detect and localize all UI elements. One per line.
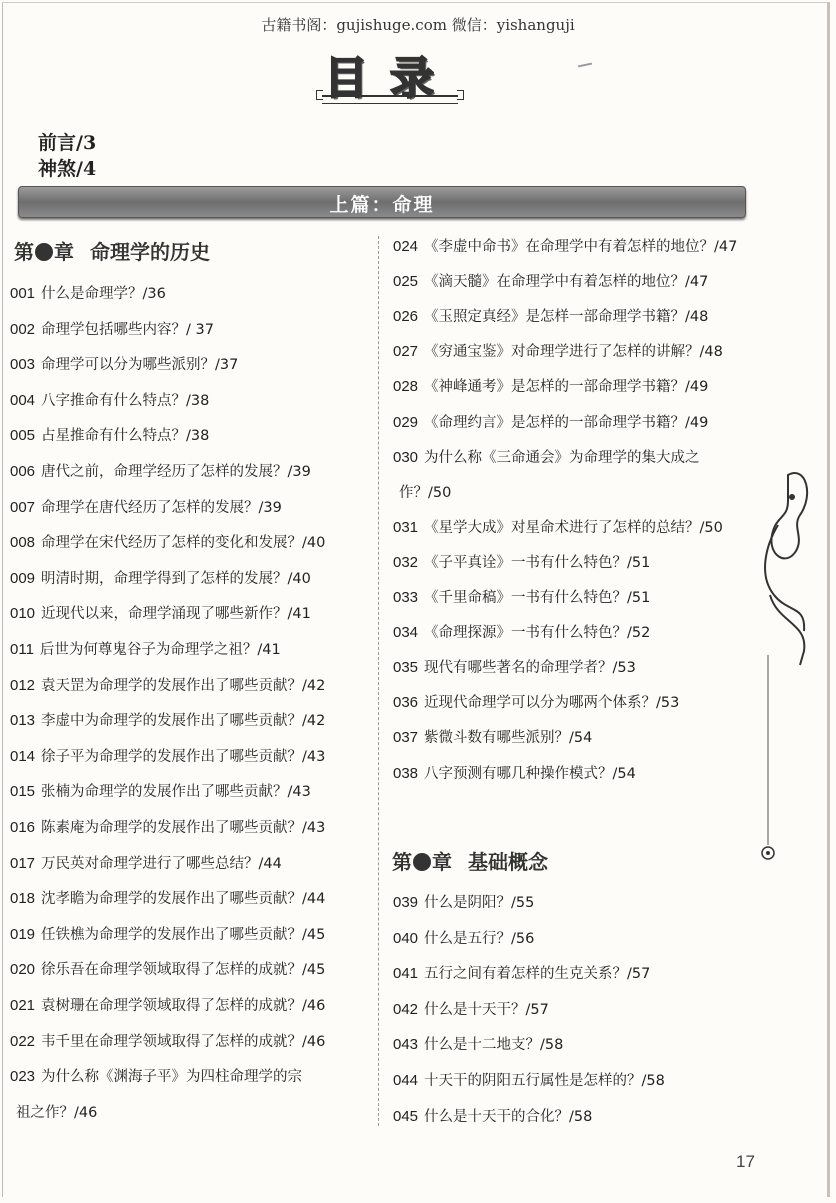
- chapter-2-heading[interactable]: [392, 846, 548, 875]
- toc-entry[interactable]: [393, 623, 650, 643]
- entry-text: 现代有哪些著名的命理学者？/53: [424, 660, 636, 677]
- entry-text: 《穷通宝鉴》对命理学进行了怎样的讲解？/48: [424, 344, 723, 361]
- entry-text: 什么是命理学？/36: [41, 286, 166, 302]
- entry-number: 002: [10, 320, 36, 338]
- entry-number: 026: [393, 308, 419, 326]
- entry-number: 042: [393, 1000, 419, 1018]
- entry-text: 《命理约言》是怎样的一部命理学书籍？/49: [424, 414, 709, 431]
- entry-text: 祖之作？/46: [16, 1104, 98, 1121]
- entry-number: 014: [10, 747, 36, 765]
- chapter-title: 基础概念: [468, 850, 548, 874]
- entry-text: 什么是五行？/56: [424, 930, 535, 947]
- entry-number: 027: [393, 343, 419, 361]
- entry-number: 038: [393, 764, 419, 782]
- entry-text: 徐乐吾在命理学领域取得了怎样的成就？/45: [41, 962, 326, 979]
- entry-text: 《千里命稿》一书有什么特色？/51: [424, 590, 651, 606]
- toc-entry[interactable]: [393, 272, 708, 292]
- chapter-prefix: 第: [14, 240, 34, 264]
- toc-entry[interactable]: [10, 782, 311, 802]
- entry-number: 021: [10, 997, 36, 1014]
- entry-text: 命理学在唐代经历了怎样的发展？/39: [41, 499, 282, 516]
- entry-number: 040: [393, 929, 419, 947]
- chapter-title: 命理学的历史: [90, 240, 210, 264]
- entry-text: 为什么称《渊海子平》为四柱命理学的宗: [41, 1069, 303, 1086]
- page-number: 17: [736, 1152, 755, 1171]
- part-banner-label: 上篇：命理: [329, 194, 435, 216]
- toc-entry[interactable]: [393, 964, 650, 984]
- toc-entry[interactable]: [393, 413, 708, 433]
- entry-text: 什么是十二地支？/58: [424, 1037, 564, 1054]
- entry-text: 任铁樵为命理学的发展作出了哪些贡献？/45: [41, 926, 326, 943]
- entry-text: 什么是阴阳？/55: [424, 895, 535, 911]
- entry-text: 韦千里在命理学领域取得了怎样的成就？/46: [41, 1033, 326, 1050]
- toc-entry[interactable]: [393, 588, 650, 608]
- entry-number: 036: [393, 694, 419, 712]
- chapter-suffix: 章: [54, 240, 74, 264]
- toc-entry[interactable]: [10, 818, 325, 838]
- chapter-number-mark: [35, 243, 53, 261]
- ink-speck: [578, 63, 592, 68]
- entry-number: 005: [10, 427, 36, 445]
- entry-text: 十天干的阴阳五行属性是怎样的？/58: [424, 1073, 665, 1089]
- entry-text: 命理学在宋代经历了怎样的变化和发展？/40: [41, 535, 326, 552]
- toc-entry[interactable]: [393, 307, 708, 327]
- entry-text: 沈孝瞻为命理学的发展作出了哪些贡献？/44: [41, 891, 326, 908]
- entry-number: 011: [10, 641, 34, 658]
- entry-text: 《星学大成》对星命术进行了怎样的总结？/50: [424, 519, 723, 536]
- page-title: 目录: [324, 53, 456, 104]
- toc-entry[interactable]: [10, 747, 325, 767]
- entry-number: 043: [393, 1036, 419, 1054]
- front-matter-deities[interactable]: 神煞/4: [38, 158, 97, 180]
- entry-text: 命理学包括哪些内容？/ 37: [41, 321, 214, 338]
- entry-text: 袁树珊在命理学领域取得了怎样的成就？/46: [41, 998, 326, 1014]
- entry-number: 028: [393, 378, 419, 396]
- toc-entry[interactable]: [393, 342, 723, 362]
- entry-text: 明清时期，命理学得到了怎样的发展？/40: [41, 570, 311, 587]
- toc-entry[interactable]: [10, 925, 325, 945]
- toc-entry[interactable]: [10, 355, 238, 375]
- chapter-number-mark: [413, 853, 431, 871]
- toc-entry[interactable]: [393, 237, 737, 257]
- entry-number: 017: [10, 854, 36, 872]
- toc-entry[interactable]: [10, 569, 311, 589]
- entry-text: 后世为何尊鬼谷子为命理学之祖？/41: [39, 642, 281, 658]
- toc-entry[interactable]: [10, 498, 282, 518]
- toc-entry[interactable]: [393, 483, 451, 503]
- entry-number: 034: [393, 624, 419, 642]
- toc-entry[interactable]: [10, 854, 282, 874]
- entry-text: 五行之间有着怎样的生克关系？/57: [424, 966, 651, 983]
- toc-entry[interactable]: [10, 640, 281, 660]
- toc-entry[interactable]: [10, 426, 209, 446]
- toc-entry[interactable]: [10, 391, 209, 411]
- toc-entry[interactable]: [10, 1103, 97, 1123]
- entry-text: 占星推命有什么特点？/38: [41, 428, 210, 445]
- entry-number: 003: [10, 356, 36, 374]
- toc-entry[interactable]: [393, 553, 650, 573]
- entry-number: 010: [10, 605, 36, 623]
- chapter-suffix: 章: [432, 850, 452, 874]
- dragon-ornament-icon: [748, 455, 818, 875]
- entry-text: 什么是十天干？/57: [424, 1001, 549, 1018]
- entry-number: 004: [10, 391, 36, 409]
- entry-text: 《玉照定真经》是怎样一部命理学书籍？/48: [424, 309, 709, 326]
- entry-text: 万民英对命理学进行了哪些总结？/44: [41, 855, 282, 872]
- entry-number: 009: [10, 569, 36, 587]
- entry-text: 近现代以来，命理学涌现了哪些新作？/41: [41, 606, 311, 623]
- entry-text: 八字推命有什么特点？/38: [41, 392, 210, 409]
- entry-number: 007: [10, 498, 36, 516]
- entry-number: 045: [393, 1107, 419, 1125]
- toc-entry[interactable]: [393, 448, 700, 468]
- entry-text: 张楠为命理学的发展作出了哪些贡献？/43: [41, 784, 311, 801]
- entry-number: 031: [393, 518, 419, 536]
- toc-entry[interactable]: [393, 1107, 592, 1127]
- entry-text: 袁天罡为命理学的发展作出了哪些贡献？/42: [41, 677, 326, 694]
- chapter-1-heading[interactable]: [14, 236, 210, 265]
- toc-entry[interactable]: [10, 711, 325, 731]
- entry-number: 018: [10, 890, 36, 908]
- entry-number: 012: [10, 676, 36, 694]
- entry-text: 紫微斗数有哪些派别？/54: [424, 730, 593, 747]
- entry-number: 032: [393, 553, 419, 571]
- entry-text: 命理学可以分为哪些派别？/37: [41, 357, 239, 374]
- column-divider: [378, 236, 379, 1126]
- toc-entry[interactable]: [393, 693, 679, 713]
- entry-number: 041: [393, 965, 419, 983]
- entry-number: 022: [10, 1032, 36, 1050]
- entry-text: 什么是十天干的合化？/58: [424, 1108, 593, 1125]
- entry-number: 029: [393, 413, 419, 431]
- toc-entry[interactable]: [393, 658, 636, 678]
- entry-number: 044: [393, 1072, 419, 1089]
- entry-text: 《命理探源》一书有什么特色？/52: [424, 625, 651, 642]
- toc-entry[interactable]: [393, 728, 592, 748]
- entry-number: 035: [393, 659, 419, 677]
- entry-number: 037: [393, 729, 419, 747]
- watermark: 古籍书阁：gujishuge.com 微信：yishanguji: [261, 16, 575, 34]
- entry-text: 徐子平为命理学的发展作出了哪些贡献？/43: [41, 748, 326, 765]
- entry-text: 《神峰通考》是怎样的一部命理学书籍？/49: [424, 379, 709, 396]
- toc-entry[interactable]: [393, 1071, 665, 1091]
- entry-text: 陈素庵为命理学的发展作出了哪些贡献？/43: [41, 820, 326, 836]
- part-banner: [18, 186, 746, 218]
- toc-entry[interactable]: [393, 1000, 549, 1020]
- entry-number: 016: [10, 819, 36, 836]
- toc-entry[interactable]: [10, 284, 166, 304]
- entry-number: 001: [10, 285, 36, 302]
- entry-number: 015: [10, 783, 36, 801]
- toc-entry[interactable]: [10, 533, 325, 553]
- entry-number: 019: [10, 925, 36, 943]
- toc-entry[interactable]: [10, 676, 325, 696]
- entry-text: 唐代之前，命理学经历了怎样的发展？/39: [41, 464, 311, 480]
- entry-number: 023: [10, 1068, 36, 1086]
- entry-text: 《李虚中命书》在命理学中有着怎样的地位？/47: [424, 239, 738, 255]
- toc-entry[interactable]: [393, 518, 723, 538]
- toc-entry[interactable]: [393, 893, 534, 913]
- toc-entry[interactable]: [10, 604, 311, 624]
- toc-entry[interactable]: [10, 960, 325, 980]
- toc-entry[interactable]: [10, 320, 214, 340]
- toc-entry[interactable]: [393, 1035, 563, 1055]
- entry-text: 《子平真诠》一书有什么特色？/51: [424, 554, 651, 571]
- entry-number: 006: [10, 463, 36, 480]
- entry-text: 作？/50: [399, 484, 452, 501]
- front-matter-preface[interactable]: 前言/3: [38, 132, 97, 154]
- entry-number: 030: [393, 448, 419, 466]
- entry-text: 李虚中为命理学的发展作出了哪些贡献？/42: [41, 713, 326, 730]
- toc-entry[interactable]: [10, 1032, 325, 1052]
- toc-entry[interactable]: [393, 929, 534, 949]
- entry-text: 八字预测有哪几种操作模式？/54: [424, 765, 636, 782]
- entry-number: 033: [393, 589, 419, 606]
- entry-number: 008: [10, 534, 36, 552]
- toc-entry[interactable]: [10, 996, 325, 1016]
- chapter-prefix: 第: [392, 850, 412, 874]
- toc-entry[interactable]: [10, 889, 325, 909]
- entry-text: 《滴天髓》在命理学中有着怎样的地位？/47: [424, 274, 709, 291]
- entry-text: 为什么称《三命通会》为命理学的集大成之: [424, 449, 700, 466]
- entry-number: 013: [10, 712, 36, 730]
- entry-number: 024: [393, 238, 419, 255]
- toc-entry[interactable]: [393, 764, 636, 784]
- entry-number: 025: [393, 273, 419, 291]
- entry-number: 020: [10, 961, 36, 979]
- entry-text: 近现代命理学可以分为哪两个体系？/53: [424, 695, 680, 712]
- entry-number: 039: [393, 894, 419, 911]
- toc-entry[interactable]: [10, 462, 311, 482]
- title-underline: [322, 95, 458, 104]
- toc-entry[interactable]: [393, 377, 708, 397]
- toc-entry[interactable]: [10, 1067, 302, 1087]
